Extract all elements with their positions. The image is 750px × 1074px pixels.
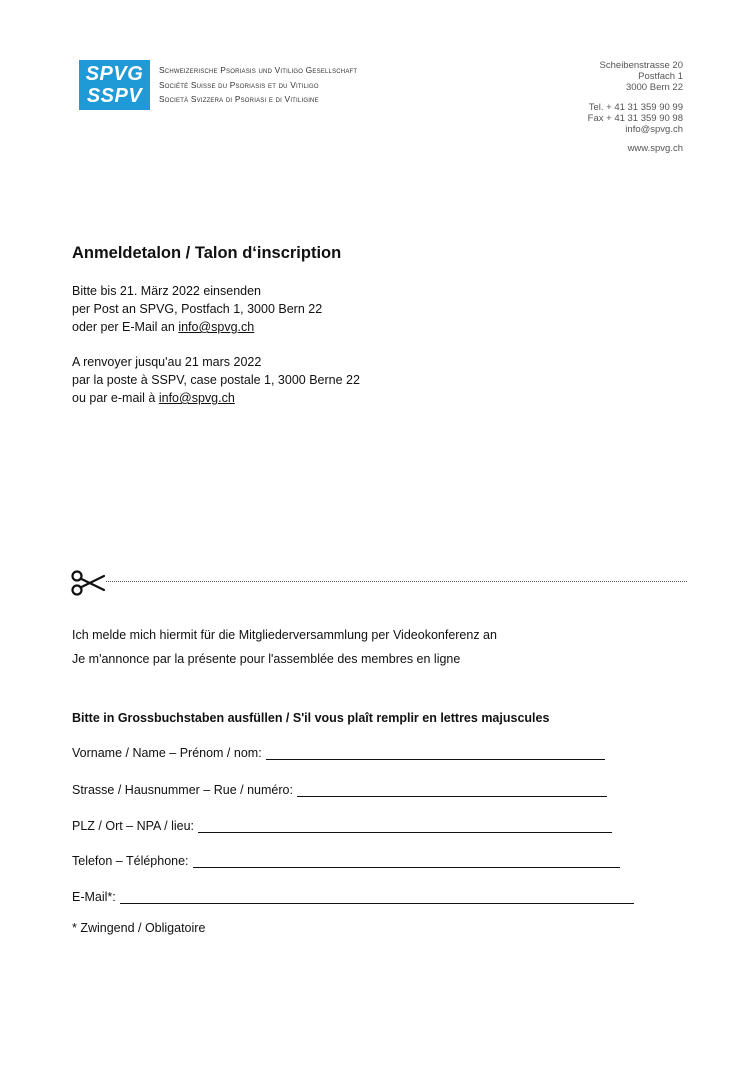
german-line-2: per Post an SPVG, Postfach 1, 3000 Bern 22	[72, 302, 323, 316]
french-line-3-prefix: ou par e-mail à	[72, 391, 159, 405]
mandatory-footnote: * Zwingend / Obligatoire	[72, 921, 206, 935]
org-name-de: Schweizerische Psoriasis und Vitiligo Gesellschaft	[159, 65, 358, 75]
german-email-link[interactable]: info@spvg.ch	[178, 320, 255, 334]
fill-instructions: Bitte in Grossbuchstaben ausfüllen / S'il vous plaît remplir en lettres majuscules	[72, 711, 550, 725]
street-field	[72, 783, 607, 797]
city-field	[72, 819, 612, 833]
german-instructions	[72, 282, 322, 336]
address-street: Scheibenstrasse 20	[599, 60, 683, 71]
email-field	[72, 890, 634, 904]
address-fax: Fax + 41 31 359 90 98	[587, 112, 683, 124]
german-line-1: Bitte bis 21. März 2022 einsenden	[72, 284, 262, 298]
city-label: PLZ / Ort – NPA / lieu:	[72, 819, 195, 833]
registration-de: Ich melde mich hiermit für die Mitgliederversammlung per Videokonferenz an	[72, 628, 497, 642]
logo-line-1: SPVG	[85, 63, 144, 85]
address-block	[588, 60, 683, 154]
email-label: E-Mail*:	[72, 890, 116, 904]
organization-names	[159, 63, 357, 107]
french-line-1: A renvoyer jusqu'au 21 mars 2022	[72, 355, 262, 369]
address-web: www.spvg.ch	[627, 143, 683, 155]
french-line-2: par la poste à SSPV, case postale 1, 3000 Berne 22	[72, 373, 360, 387]
address-email: info@spvg.ch	[625, 124, 683, 136]
street-label: Strasse / Hausnummer – Rue / numéro:	[72, 783, 293, 797]
org-name-it: Società Svizzera di Psoriasi e di Vitiligine	[159, 94, 319, 104]
address-city: 3000 Bern 22	[625, 82, 683, 94]
french-instructions	[72, 353, 360, 407]
email-input-line[interactable]	[120, 891, 634, 904]
street-input-line[interactable]	[297, 784, 607, 797]
registration-fr: Je m'annonce par la présente pour l'assemblée des membres en ligne	[72, 652, 461, 666]
french-line-3	[72, 389, 360, 407]
phone-input-line[interactable]	[193, 855, 620, 868]
name-input-line[interactable]	[266, 747, 605, 760]
phone-field	[72, 854, 620, 868]
name-label: Vorname / Name – Prénom / nom:	[72, 746, 262, 760]
org-name-fr: Société Suisse du Psoriasis et du Vitiligo	[159, 79, 319, 90]
address-postbox: Postfach 1	[638, 71, 683, 83]
city-input-line[interactable]	[198, 820, 612, 833]
french-email-link[interactable]: info@spvg.ch	[158, 391, 235, 405]
scissors-icon	[70, 568, 106, 598]
german-line-3	[72, 318, 322, 336]
name-field	[72, 746, 605, 760]
cut-line	[106, 581, 687, 582]
logo-line-2: SSPV	[86, 85, 143, 107]
address-tel: Tel. + 41 31 359 90 99	[588, 101, 683, 113]
phone-label: Telefon – Téléphone:	[72, 854, 189, 868]
page-title: Anmeldetalon / Talon d‘inscription	[72, 244, 342, 262]
german-line-3-prefix: oder per E-Mail an	[72, 320, 179, 334]
spvg-logo	[79, 60, 150, 110]
